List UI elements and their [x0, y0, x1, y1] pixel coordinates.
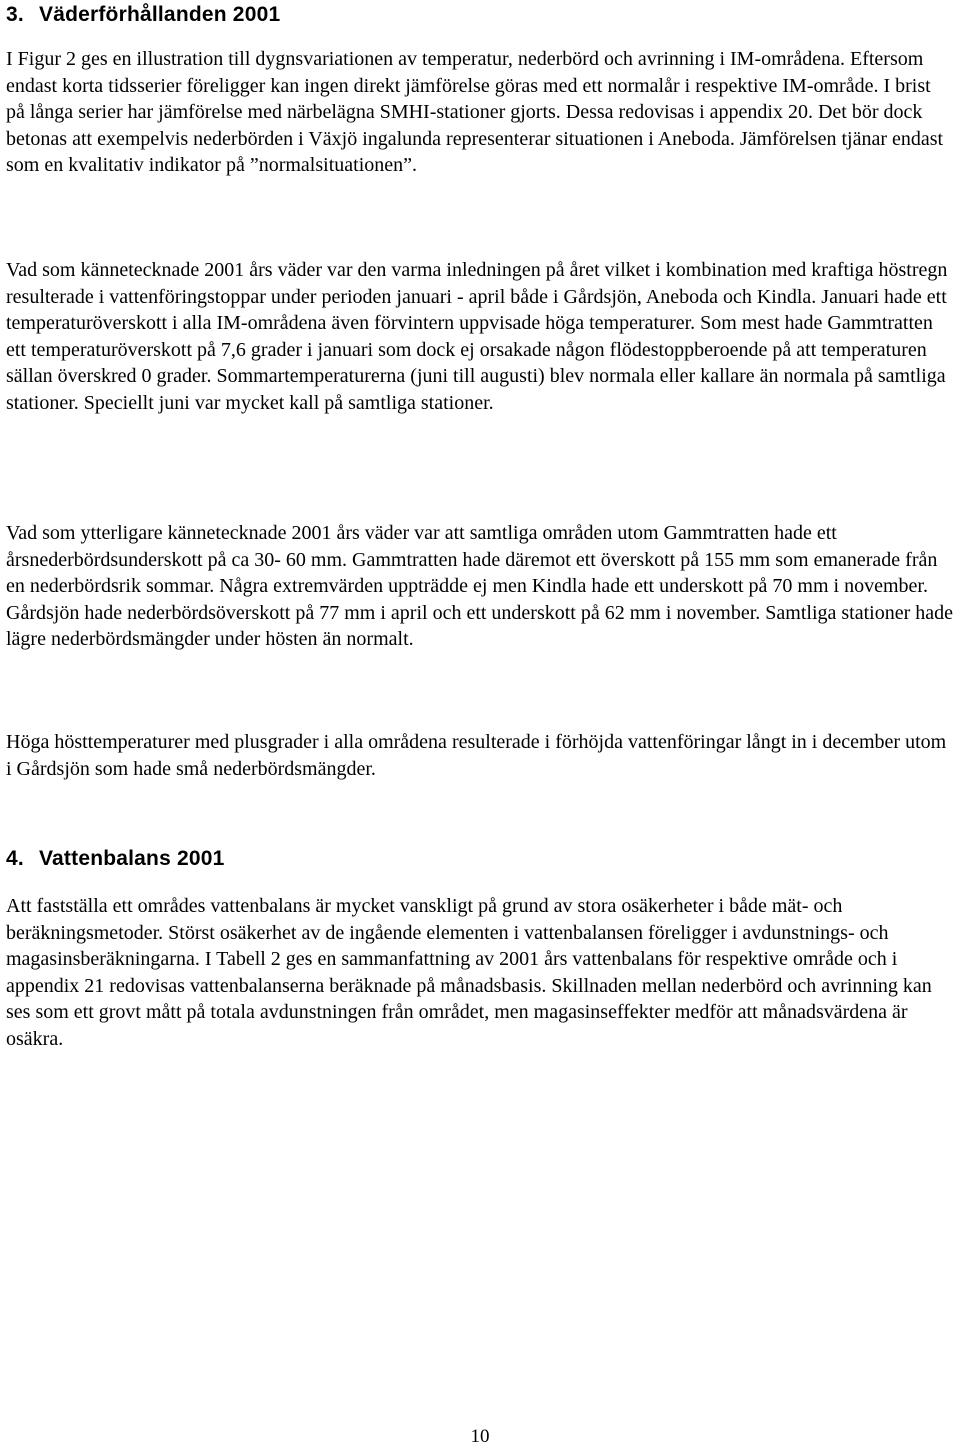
- section-number: 4.: [6, 847, 24, 870]
- page-number: 10: [470, 1426, 490, 1447]
- paragraph: Vad som kännetecknade 2001 års väder var den varma inledningen på året vilket i kombination med kraftiga höstregn resulterade i vattenföringstoppar under perioden januari - april både i Gårdsjön, Aneboda och Kindla. Januari hade ett temperaturöverskott i alla IM-områdena även förvintern uppvisade höga temperaturer. Som mest hade Gammtratten ett temperaturöverskott på 7,6 grader i januari som dock ej orsakade någon flödestoppberoende på att temperaturen sällan överskred 0 grader. Sommartemperaturerna (juni till augusti) blev normala eller kallare än normala på samtliga stationer. Speciellt juni var mycket kall på samtliga stationer.: [6, 259, 948, 414]
- section-heading-water-balance: [6, 846, 225, 872]
- paragraph: Att fastställa ett områdes vattenbalans är mycket vanskligt på grund av stora osäkerheter i både mät- och beräkningsmetoder. Störst osäkerhet av de ingående elementen i vattenbalansen föreligger i avdunstnings- och magasinsberäkningarna. I Tabell 2 ges en sammanfattning av 2001 års vattenbalans för respektive område och i appendix 21 redovisas vattenbalanserna beräknade på månadsbasis. Skillnaden mellan nederbörd och avrinning kan ses som ett grovt mått på totala avdunstningen från området, men magasinseffekter medför att månadsvärdena är osäkra.: [6, 895, 932, 1050]
- paragraph: Höga hösttemperaturer med plusgrader i alla områdena resulterade i förhöjda vattenföringar långt in i december utom i Gårdsjön som hade små nederbördsmängder.: [6, 731, 947, 780]
- section-heading-weather: [6, 2, 280, 28]
- paragraph: I Figur 2 ges en illustration till dygnsvariationen av temperatur, nederbörd och avrinning i IM-områdena. Eftersom endast korta tidsserier föreligger kan ingen direkt jämförelse göras med ett normalår i respektive IM-område. I brist på långa serier har jämförelse med närbelägna SMHI-stationer gjorts. Dessa redovisas i appendix 20. Det bör dock betonas att exempelvis nederbörden i Växjö ingalunda representerar situationen i Aneboda. Jämförelsen tjänar endast som en kvalitativ indikator på ”normalsituationen”.: [6, 48, 944, 177]
- section-title: Vattenbalans 2001: [39, 847, 225, 870]
- section-number: 3.: [6, 3, 24, 26]
- section-title: Väderförhållanden 2001: [39, 3, 281, 26]
- paragraph: Vad som ytterligare kännetecknade 2001 års väder var att samtliga områden utom Gammtratten hade ett årsnederbördsunderskott på ca 30- 60 mm. Gammtratten hade däremot ett överskott på 155 mm som emanerade från en nederbördsrik sommar. Några extremvärden uppträdde ej men Kindla hade ett underskott på 70 mm i november. Gårdsjön hade nederbördsöverskott på 77 mm i april och ett underskott på 62 mm i november. Samtliga stationer hade lägre nederbördsmängder under hösten än normalt.: [6, 522, 954, 651]
